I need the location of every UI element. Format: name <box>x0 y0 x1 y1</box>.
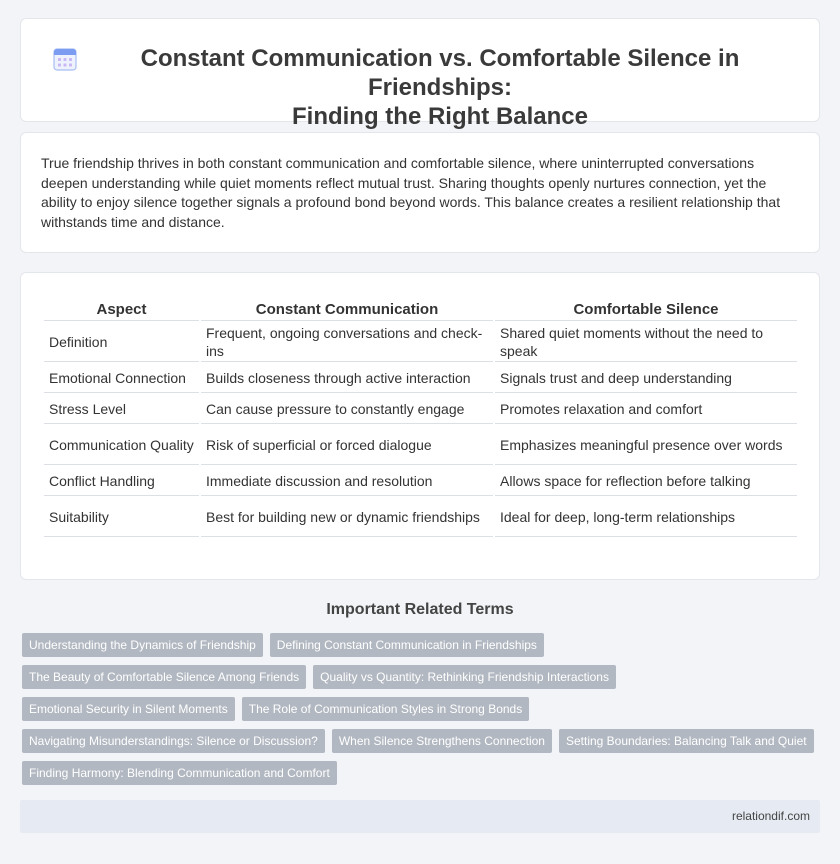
column-header-silence: Comfortable Silence <box>495 299 797 321</box>
related-term-tag[interactable]: Finding Harmony: Blending Communication and Comfort <box>22 761 337 785</box>
table-row <box>44 467 797 496</box>
table-cell: Signals trust and deep understanding <box>495 364 797 393</box>
related-term-tag[interactable]: Quality vs Quantity: Rethinking Friendship Interactions <box>313 665 616 689</box>
page-title-line1: Constant Communication vs. Comfortable Silence in Friendships: <box>140 45 740 101</box>
related-term-tag[interactable]: When Silence Strengthens Connection <box>332 729 552 753</box>
table-cell: Ideal for deep, long-term relationships <box>495 498 797 537</box>
table-cell: Definition <box>44 323 199 362</box>
related-terms-list <box>22 633 822 793</box>
table-row <box>44 498 797 537</box>
related-terms-title: Important Related Terms <box>326 601 514 618</box>
tag-row <box>22 729 822 753</box>
table-cell: Shared quiet moments without the need to speak <box>495 323 797 362</box>
related-term-tag[interactable]: Setting Boundaries: Balancing Talk and Quiet <box>559 729 814 753</box>
calendar-icon <box>52 46 78 72</box>
table-cell: Emotional Connection <box>44 364 199 393</box>
table-cell: Communication Quality <box>44 426 199 465</box>
comparison-table-card <box>20 272 820 580</box>
tag-row <box>22 761 822 785</box>
page-title-line2: Finding the Right Balance <box>291 103 588 130</box>
column-header-constant: Constant Communication <box>201 299 493 321</box>
table-cell: Builds closeness through active interaction <box>201 364 493 393</box>
table-cell: Immediate discussion and resolution <box>201 467 493 496</box>
table-row <box>44 426 797 465</box>
table-cell: Can cause pressure to constantly engage <box>201 395 493 424</box>
header-card <box>20 18 820 130</box>
table-cell: Suitability <box>44 498 199 537</box>
intro-text: True friendship thrives in both constant communication and comfortable silence, where uninterrupted conversations deepen understanding while quiet moments reflect mutual trust. Sharing thoughts openly nurtures connection, yet the ability to enjoy silence together signals a profound bond beyond words. This balance creates a resilient relationship that withstands time and distance. <box>41 155 781 231</box>
table-cell: Risk of superficial or forced dialogue <box>201 426 493 465</box>
related-term-tag[interactable]: Emotional Security in Silent Moments <box>22 697 235 721</box>
table-cell: Frequent, ongoing conversations and check-ins <box>201 323 493 362</box>
table-row <box>44 395 797 424</box>
table-cell: Promotes relaxation and comfort <box>495 395 797 424</box>
table-cell: Conflict Handling <box>44 467 199 496</box>
table-cell: Emphasizes meaningful presence over words <box>495 426 797 465</box>
table-cell: Best for building new or dynamic friendships <box>201 498 493 537</box>
table-cell: Stress Level <box>44 395 199 424</box>
related-term-tag[interactable]: The Role of Communication Styles in Strong Bonds <box>242 697 529 721</box>
page-title <box>81 44 799 131</box>
table-row <box>44 323 797 362</box>
intro-card <box>20 132 820 253</box>
footer-site-link[interactable]: relationdif.com <box>731 809 810 823</box>
table-row <box>44 364 797 393</box>
related-term-tag[interactable]: Navigating Misunderstandings: Silence or Discussion? <box>22 729 325 753</box>
footer <box>20 800 820 833</box>
related-term-tag[interactable]: Understanding the Dynamics of Friendship <box>22 633 263 657</box>
table-cell: Allows space for reflection before talking <box>495 467 797 496</box>
related-term-tag[interactable]: The Beauty of Comfortable Silence Among Friends <box>22 665 306 689</box>
tag-row <box>22 665 822 689</box>
related-term-tag[interactable]: Defining Constant Communication in Friendships <box>270 633 544 657</box>
comparison-table <box>42 297 799 539</box>
tag-row <box>22 633 822 657</box>
column-header-aspect: Aspect <box>44 299 199 321</box>
table-header-row <box>44 299 797 321</box>
tag-row <box>22 697 822 721</box>
